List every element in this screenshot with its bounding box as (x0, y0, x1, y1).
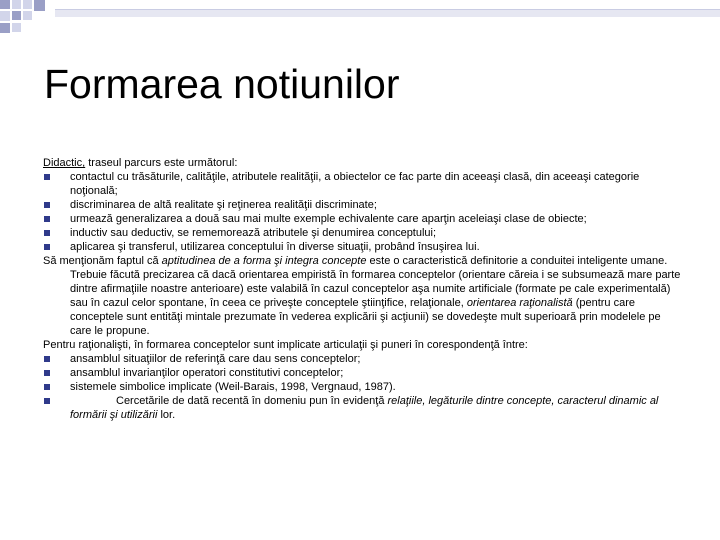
rationalist-item (43, 366, 683, 380)
intro-text: traseul parcurs este următorul: (85, 157, 238, 169)
rationalist-text: sistemele simbolice implicate (Weil-Barais, 1998, Vergnaud, 1987). (70, 381, 396, 393)
paragraph-text: Să menţionăm faptul că (43, 255, 162, 267)
rationalist-item (43, 352, 683, 366)
research-plain: Cercetările de dată recentă în domeniu pun în evidenţă (116, 395, 388, 407)
research-plain: lor. (157, 409, 176, 421)
step-item (43, 226, 683, 240)
rationalist-item (43, 380, 683, 394)
slide-content (43, 156, 683, 422)
research-emphasis: relaţiile, legăturile dintre concepte, caracterul dinamic al formării şi utilizării (70, 395, 659, 421)
step-text: aplicarea şi transferul, utilizarea conceptului în diverse situaţii, probând însuşirea lui. (70, 241, 480, 253)
step-item (43, 240, 683, 254)
step-text: discriminarea de altă realitate şi reţinerea realităţii discriminate; (70, 199, 377, 211)
paragraph-text: (pentru care conceptele sunt entităţi mintale prezumate în vederea explicării şi acţiunii) se dovedeşte mult superioară prin modelele pe care le propune. (70, 297, 661, 337)
step-item (43, 212, 683, 226)
square-bullet-icon (44, 244, 50, 250)
step-text: inductiv sau deductiv, se rememorează atributele şi denumirea conceptului; (70, 227, 437, 239)
step-item (43, 170, 683, 198)
intro-line (43, 156, 683, 170)
square-bullet-icon (44, 398, 50, 404)
square-bullet-icon (44, 216, 50, 222)
step-item (43, 198, 683, 212)
paragraph-emphasis: aptitudinea de a forma şi integra concepte (161, 255, 367, 267)
rationalists-intro: Pentru raţionalişti, în formarea conceptelor sunt implicate articulaţii şi puneri în corespondenţă între: (43, 339, 528, 351)
step-text: urmează generalizarea a două sau mai multe exemple echivalente care aparţin aceleiaşi clase de obiecte; (70, 213, 587, 225)
paragraph-emphasis: orientarea raţionalistă (466, 297, 573, 309)
square-bullet-icon (44, 370, 50, 376)
rationalist-item (43, 394, 683, 422)
square-bullet-icon (44, 174, 50, 180)
slide-title: Formarea notiunilor (44, 61, 400, 107)
research-text (70, 394, 683, 422)
square-bullet-icon (44, 356, 50, 362)
rationalist-text: ansamblul situaţiilor de referinţă care dau sens conceptelor; (70, 353, 361, 365)
intro-label: Didactic, (43, 157, 86, 169)
square-bullet-icon (44, 230, 50, 236)
square-bullet-icon (44, 202, 50, 208)
aptitude-paragraph (43, 254, 683, 338)
paragraph-text: este o caracteristică definitorie a conduitei inteligente umane. Trebuie făcută precizarea că dacă orientarea empiristă în formarea conceptelor (orientare căreia i se subsumează mare parte dintre afirmaţiile noastre anterioare) este valabilă în cazul conceptelor aşa numite artificiale (formate pe cale experimentală) sau în cazul celor spontane, în ceea ce priveşte conceptele ştiinţifice, relaţionale, (70, 255, 681, 309)
decorative-header-squares (0, 0, 720, 40)
rationalist-text: ansamblul invarianţilor operatori constitutivi conceptelor; (70, 367, 344, 379)
square-bullet-icon (44, 384, 50, 390)
step-text: contactul cu trăsăturile, calităţile, atributele realităţii, a obiectelor ce fac parte din aceeaşi clasă, din aceeaşi categorie noţională; (70, 171, 640, 197)
